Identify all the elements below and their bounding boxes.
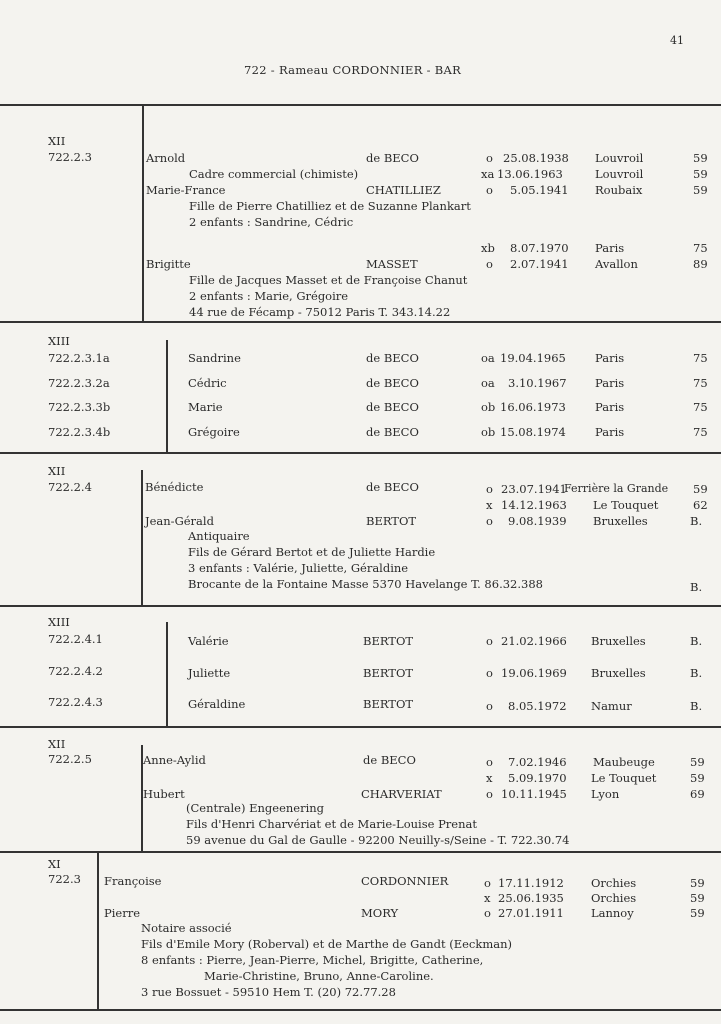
children-note-continued: Marie-Christine, Bruno, Anne-Caroline. <box>204 969 434 983</box>
event-date: 15.08.1974 <box>500 425 566 439</box>
event-dept: 75 <box>693 351 708 365</box>
generation-label: XI <box>48 857 61 871</box>
event-date: 9.08.1939 <box>508 514 567 528</box>
given-name: Valérie <box>188 634 229 648</box>
column-rule <box>97 853 99 1009</box>
event-place: Orchies <box>591 891 637 905</box>
event-dept: 59 <box>693 482 708 496</box>
event-place: Namur <box>591 699 632 713</box>
event-symbol: o <box>484 906 491 920</box>
column-rule <box>141 470 143 605</box>
event-date: 16.06.1973 <box>500 400 566 414</box>
entry-code: 722.2.4.3 <box>48 695 103 709</box>
given-name: Brigitte <box>146 257 191 271</box>
family-name: BERTOT <box>363 666 414 680</box>
children-note: 2 enfants : Marie, Grégoire <box>189 289 349 303</box>
occupation: Antiquaire <box>188 529 250 543</box>
event-dept: 59 <box>690 771 705 785</box>
event-place: Paris <box>595 376 625 390</box>
event-dept: B. <box>690 699 703 713</box>
event-place: Avallon <box>595 257 638 271</box>
family-name: MASSET <box>366 257 418 271</box>
event-dept: 59 <box>690 755 705 769</box>
generation-label: XII <box>48 737 66 751</box>
entry-code: 722.2.4 <box>48 480 92 494</box>
family-name: de BECO <box>366 400 419 414</box>
event-place: Lyon <box>591 787 620 801</box>
event-date: 5.09.1970 <box>508 771 567 785</box>
given-name: Jean-Gérald <box>145 514 214 528</box>
family-name: BERTOT <box>363 697 414 711</box>
entry-code: 722.2.4.2 <box>48 664 103 678</box>
parents-note: Fille de Pierre Chatilliez et de Suzanne Plankart <box>189 199 471 213</box>
event-place: Paris <box>595 425 625 439</box>
event-symbol: o <box>486 183 493 197</box>
event-date: 14.12.1963 <box>501 498 567 512</box>
section-divider <box>0 321 721 323</box>
family-name: CHATILLIEZ <box>366 183 441 197</box>
occupation: Notaire associé <box>141 921 232 935</box>
children-note: 3 enfants : Valérie, Juliette, Géraldine <box>188 561 409 575</box>
column-rule <box>166 340 168 452</box>
address-note: 44 rue de Fécamp - 75012 Paris T. 343.14.22 <box>189 305 451 319</box>
event-date: 13.06.1963 <box>497 167 563 181</box>
event-symbol: o <box>486 257 493 271</box>
parents-note: Fils d'Emile Mory (Roberval) et de Marthe de Gandt (Eeckman) <box>141 937 512 951</box>
event-symbol: oa <box>481 376 495 390</box>
occupation: (Centrale) Engeenering <box>186 801 325 815</box>
event-symbol: x <box>484 891 491 905</box>
event-symbol: ob <box>481 425 496 439</box>
event-date: 2.07.1941 <box>510 257 569 271</box>
event-date: 27.01.1911 <box>498 906 564 920</box>
section-divider <box>0 605 721 607</box>
column-rule <box>142 106 144 321</box>
event-place: Le Touquet <box>591 771 657 785</box>
event-place: Louvroil <box>595 167 644 181</box>
given-name: Françoise <box>104 874 162 888</box>
event-date: 21.02.1966 <box>501 634 567 648</box>
family-name: de BECO <box>366 351 419 365</box>
event-dept: 59 <box>690 906 705 920</box>
event-date: 7.02.1946 <box>508 755 567 769</box>
event-dept: B. <box>690 514 703 528</box>
event-dept: 75 <box>693 376 708 390</box>
section-divider <box>0 851 721 853</box>
parents-note: Fils de Gérard Bertot et de Juliette Hardie <box>188 545 436 559</box>
parents-note: Fille de Jacques Masset et de Françoise Chanut <box>189 273 468 287</box>
event-place: Roubaix <box>595 183 643 197</box>
event-date: 8.07.1970 <box>510 241 569 255</box>
event-dept: 69 <box>690 787 705 801</box>
given-name: Arnold <box>146 151 186 165</box>
entry-code: 722.2.3.2a <box>48 376 110 390</box>
given-name: Cédric <box>188 376 227 390</box>
event-date: 5.05.1941 <box>510 183 569 197</box>
family-name: MORY <box>361 906 399 920</box>
event-date: 8.05.1972 <box>508 699 567 713</box>
children-note: 2 enfants : Sandrine, Cédric <box>189 215 354 229</box>
generation-label: XIII <box>48 334 70 348</box>
event-dept: 89 <box>693 257 708 271</box>
event-dept: 59 <box>693 183 708 197</box>
event-dept: 59 <box>690 891 705 905</box>
event-symbol: o <box>486 699 493 713</box>
event-symbol: o <box>484 876 491 890</box>
event-symbol: o <box>486 482 493 496</box>
event-dept: 59 <box>690 876 705 890</box>
event-dept: 59 <box>693 167 708 181</box>
event-dept: 75 <box>693 241 708 255</box>
family-name: de BECO <box>366 425 419 439</box>
event-place: Bruxelles <box>593 514 648 528</box>
family-name: de BECO <box>366 376 419 390</box>
entry-code: 722.2.5 <box>48 752 92 766</box>
entry-code: 722.2.4.1 <box>48 632 103 646</box>
event-dept: 75 <box>693 400 708 414</box>
family-name: de BECO <box>366 480 419 494</box>
family-name: de BECO <box>363 753 416 767</box>
given-name: Juliette <box>188 666 231 680</box>
section-divider <box>0 1009 721 1011</box>
event-place: Le Touquet <box>593 498 659 512</box>
event-place: Paris <box>595 351 625 365</box>
entry-code: 722.2.3.3b <box>48 400 111 414</box>
given-name: Anne-Aylid <box>143 753 206 767</box>
event-place: Ferrière la Grande <box>564 482 669 495</box>
event-date: 17.11.1912 <box>498 876 564 890</box>
entry-code: 722.2.3 <box>48 150 92 164</box>
event-place: Paris <box>595 400 625 414</box>
event-symbol: o <box>486 666 493 680</box>
page-number: 41 <box>670 34 684 47</box>
event-symbol: x <box>486 498 493 512</box>
event-dept: B. <box>690 634 703 648</box>
address-dept: B. <box>690 580 703 594</box>
parents-note: Fils d'Henri Charvériat et de Marie-Louise Prenat <box>186 817 477 831</box>
page-title: 722 - Rameau CORDONNIER - BAR <box>244 63 462 77</box>
event-symbol: o <box>486 151 493 165</box>
section-divider <box>0 104 721 106</box>
given-name: Pierre <box>104 906 141 920</box>
entry-code: 722.2.3.1a <box>48 351 110 365</box>
given-name: Hubert <box>143 787 185 801</box>
given-name: Sandrine <box>188 351 241 365</box>
event-dept: 62 <box>693 498 708 512</box>
event-dept: B. <box>690 666 703 680</box>
event-date: 25.06.1935 <box>498 891 564 905</box>
family-name: CHARVERIAT <box>361 787 442 801</box>
family-name: CORDONNIER <box>361 874 449 888</box>
family-name: BERTOT <box>366 514 417 528</box>
event-symbol: xa <box>481 167 495 181</box>
event-dept: 75 <box>693 425 708 439</box>
given-name: Grégoire <box>188 425 240 439</box>
event-date: 10.11.1945 <box>501 787 567 801</box>
given-name: Marie <box>188 400 223 414</box>
event-symbol: o <box>486 787 493 801</box>
event-symbol: x <box>486 771 493 785</box>
event-place: Lannoy <box>591 906 634 920</box>
family-name: BERTOT <box>363 634 414 648</box>
generation-label: XII <box>48 134 66 148</box>
event-symbol: o <box>486 634 493 648</box>
entry-code: 722.3 <box>48 872 81 886</box>
column-rule <box>166 622 168 726</box>
occupation: Cadre commercial (chimiste) <box>189 167 359 181</box>
event-place: Bruxelles <box>591 634 646 648</box>
event-place: Maubeuge <box>593 755 655 769</box>
event-date: 23.07.1941 <box>501 482 567 496</box>
section-divider <box>0 452 721 454</box>
event-symbol: ob <box>481 400 496 414</box>
given-name: Géraldine <box>188 697 246 711</box>
section-divider <box>0 726 721 728</box>
given-name: Bénédicte <box>145 480 204 494</box>
event-date: 19.04.1965 <box>500 351 566 365</box>
address-note: Brocante de la Fontaine Masse 5370 Havelange T. 86.32.388 <box>188 577 543 591</box>
event-place: Paris <box>595 241 625 255</box>
event-date: 19.06.1969 <box>501 666 567 680</box>
event-symbol: oa <box>481 351 495 365</box>
family-name: de BECO <box>366 151 419 165</box>
generation-label: XIII <box>48 615 70 629</box>
given-name: Marie-France <box>146 183 226 197</box>
event-symbol: xb <box>481 241 495 255</box>
generation-label: XII <box>48 464 66 478</box>
address-note: 3 rue Bossuet - 59510 Hem T. (20) 72.77.28 <box>141 985 396 999</box>
event-dept: 59 <box>693 151 708 165</box>
entry-code: 722.2.3.4b <box>48 425 111 439</box>
event-symbol: o <box>486 514 493 528</box>
event-date: 3.10.1967 <box>508 376 567 390</box>
event-place: Louvroil <box>595 151 644 165</box>
event-symbol: o <box>486 755 493 769</box>
event-place: Bruxelles <box>591 666 646 680</box>
children-note: 8 enfants : Pierre, Jean-Pierre, Michel, Brigitte, Catherine, <box>141 953 484 967</box>
event-place: Orchies <box>591 876 637 890</box>
event-date: 25.08.1938 <box>503 151 569 165</box>
address-note: 59 avenue du Gal de Gaulle - 92200 Neuilly-s/Seine - T. 722.30.74 <box>186 833 570 847</box>
